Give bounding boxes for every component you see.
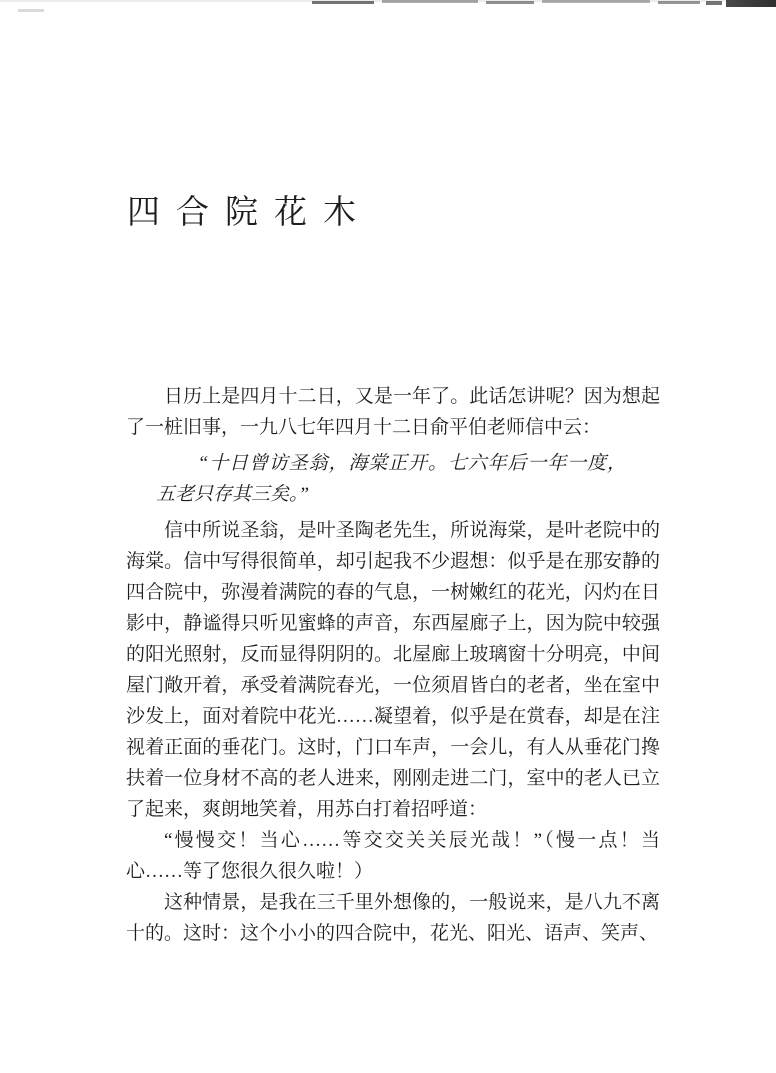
scan-edge-artifact [542,0,650,3]
scan-edge-artifact [312,1,374,4]
chapter-title: 四合院花木 [127,195,372,232]
paragraph: 这种情景，是我在三千里外想像的，一般说来，是八九不离十的。这时：这个小小的四合院中，花光、阳光、语声、笑声、 [126,892,660,944]
letter-quote-block: “十日曾访圣翁，海棠正开。七六年后一年一度，五老只存其三矣。” [156,453,626,505]
paragraph: 日历上是四月十二日，又是一年了。此话怎讲呢？因为想起了一桩旧事，一九八七年四月十二日俞平伯老师信中云： [126,386,660,438]
scan-edge-corner-blot [726,0,776,7]
scan-edge-artifact [658,1,700,4]
paragraph-dialogue: “慢慢交！当心……等交交关关辰光哉！”（慢一点！当心……等了您很久很久啦！） [126,830,660,882]
paragraph: 信中所说圣翁，是叶圣陶老先生，所说海棠，是叶老院中的海棠。信中写得很简单，却引起我不少遐想：似乎是在那安静的四合院中，弥漫着满院的春的气息，一树嫩红的花光，闪灼在日影中，静谧得只听见蜜蜂的声音，东西屋廊子上，因为院中较强的阳光照射，反而显得阴阴的。北屋廊上玻璃窗十分明亮，中间屋门敞开着，承受着满院春光，一位须眉皆白的老者，坐在室中沙发上，面对着院中花光……凝望着，似乎是在赏春，却是在注视着正面的垂花门。这时，门口车声，一会儿，有人从垂花门搀扶着一位身材不高的老人进来，刚刚走进二门，室中的老人已立了起来，爽朗地笑着，用苏白打着招呼道： [126,520,660,820]
scan-edge-artifact [706,1,722,5]
essay-body [126,381,660,949]
scan-speck [18,9,44,12]
scan-edge-artifact [382,0,478,3]
scan-edge-artifact [486,1,534,4]
